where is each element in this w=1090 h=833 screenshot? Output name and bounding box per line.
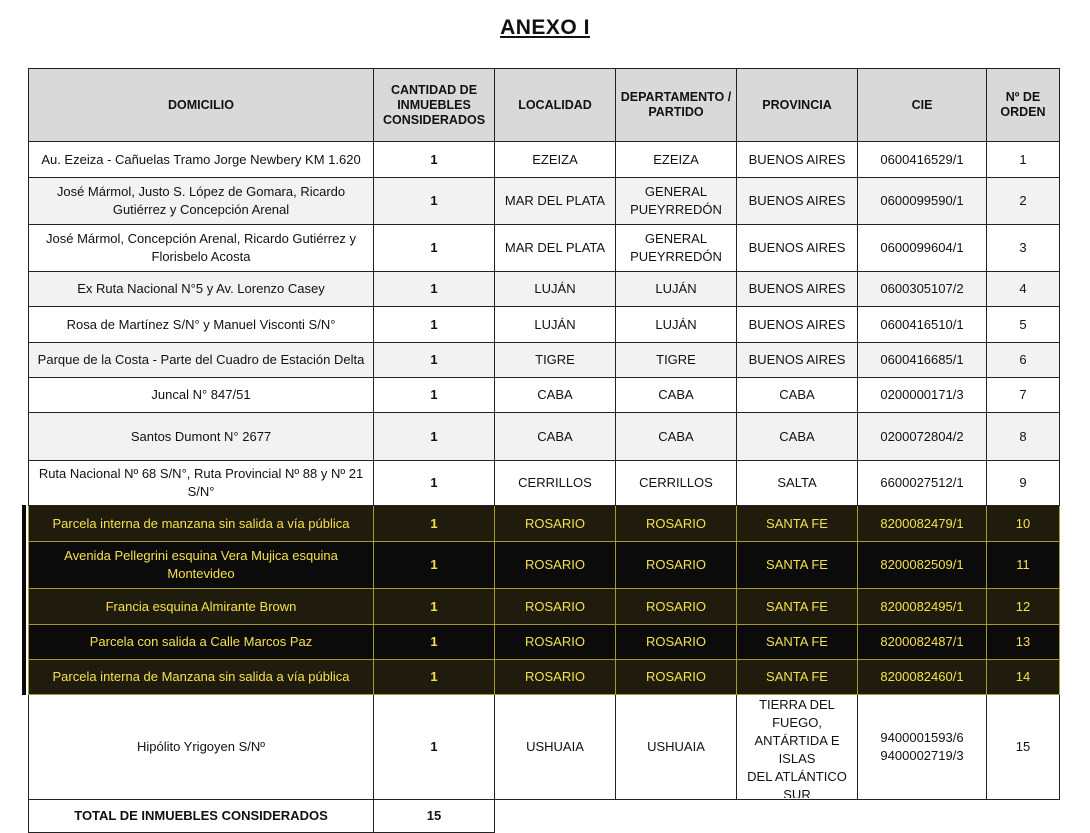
table-row-highlighted <box>29 589 1060 625</box>
cell-orden: 10 <box>987 506 1060 542</box>
provincia-line: TIERRA DEL <box>759 697 835 712</box>
cell-cie: 8200082479/1 <box>858 506 987 542</box>
cell-orden: 2 <box>987 178 1060 225</box>
cell-cantidad: 1 <box>374 225 495 272</box>
cell-domicilio: Ruta Nacional Nº 68 S/N°, Ruta Provincial Nº 88 y Nº 21 S/N° <box>29 461 374 506</box>
cell-domicilio: Parque de la Costa - Parte del Cuadro de Estación Delta <box>29 343 374 378</box>
cell-cie: 0600416510/1 <box>858 307 987 343</box>
cell-orden: 4 <box>987 272 1060 307</box>
cell-domicilio: Rosa de Martínez S/N° y Manuel Visconti S/N° <box>29 307 374 343</box>
cell-cie: 8200082509/1 <box>858 542 987 589</box>
cell-cie: 8200082460/1 <box>858 660 987 695</box>
cell-localidad: CERRILLOS <box>495 461 616 506</box>
cell-localidad: ROSARIO <box>495 625 616 660</box>
table-row <box>29 695 1060 800</box>
cell-provincia: BUENOS AIRES <box>737 178 858 225</box>
cell-cie: 0200072804/2 <box>858 413 987 461</box>
cell-provincia: BUENOS AIRES <box>737 307 858 343</box>
cell-cie: 0600305107/2 <box>858 272 987 307</box>
cell-provincia: SANTA FE <box>737 589 858 625</box>
cell-departamento: ROSARIO <box>616 625 737 660</box>
cell-cantidad: 1 <box>374 589 495 625</box>
cell-localidad: TIGRE <box>495 343 616 378</box>
cell-domicilio: Parcela interna de manzana sin salida a vía pública <box>29 506 374 542</box>
cell-domicilio: Au. Ezeiza - Cañuelas Tramo Jorge Newbery KM 1.620 <box>29 142 374 178</box>
cell-cantidad: 1 <box>374 695 495 800</box>
cell-provincia: BUENOS AIRES <box>737 142 858 178</box>
header-localidad: LOCALIDAD <box>495 69 616 142</box>
table-row <box>29 461 1060 506</box>
cell-orden: 5 <box>987 307 1060 343</box>
cell-localidad: ROSARIO <box>495 660 616 695</box>
cell-localidad: CABA <box>495 413 616 461</box>
header-cie: CIE <box>858 69 987 142</box>
cell-provincia: SALTA <box>737 461 858 506</box>
cell-localidad: CABA <box>495 378 616 413</box>
table-row <box>29 307 1060 343</box>
cell-orden: 8 <box>987 413 1060 461</box>
cell-localidad: LUJÁN <box>495 307 616 343</box>
cell-cantidad: 1 <box>374 307 495 343</box>
cell-cantidad: 1 <box>374 413 495 461</box>
cell-provincia: BUENOS AIRES <box>737 225 858 272</box>
cell-departamento: ROSARIO <box>616 506 737 542</box>
cell-provincia: SANTA FE <box>737 542 858 589</box>
highlight-left-bar <box>22 505 26 695</box>
cell-localidad: ROSARIO <box>495 542 616 589</box>
cell-departamento: CABA <box>616 378 737 413</box>
total-label: TOTAL DE INMUEBLES CONSIDERADOS <box>29 800 374 833</box>
cell-orden: 13 <box>987 625 1060 660</box>
cell-departamento: GENERAL PUEYRREDÓN <box>616 225 737 272</box>
cell-domicilio: José Mármol, Concepción Arenal, Ricardo Gutiérrez y Florisbelo Acosta <box>29 225 374 272</box>
table-row-highlighted <box>29 625 1060 660</box>
cell-cie: 0600099604/1 <box>858 225 987 272</box>
table-row <box>29 413 1060 461</box>
cell-orden: 1 <box>987 142 1060 178</box>
cell-departamento: GENERAL PUEYRREDÓN <box>616 178 737 225</box>
cell-departamento: CERRILLOS <box>616 461 737 506</box>
cell-localidad: MAR DEL PLATA <box>495 178 616 225</box>
cie-line: 9400002719/3 <box>880 748 964 763</box>
table-row <box>29 178 1060 225</box>
table-header-row <box>29 69 1060 142</box>
cell-cantidad: 1 <box>374 542 495 589</box>
page-title: ANEXO I <box>500 16 590 39</box>
cell-cantidad: 1 <box>374 272 495 307</box>
provincia-line-cut: SUR <box>783 787 811 798</box>
cell-cie: 0600416529/1 <box>858 142 987 178</box>
cell-orden: 9 <box>987 461 1060 506</box>
annex-table <box>28 68 1060 833</box>
cell-localidad: EZEIZA <box>495 142 616 178</box>
cell-cie: 0200000171/3 <box>858 378 987 413</box>
cell-cie: 8200082495/1 <box>858 589 987 625</box>
cie-line: 9400001593/6 <box>880 730 964 745</box>
cell-domicilio: Parcela con salida a Calle Marcos Paz <box>29 625 374 660</box>
cell-cantidad: 1 <box>374 506 495 542</box>
cell-domicilio: Avenida Pellegrini esquina Vera Mujica esquina Montevideo <box>29 542 374 589</box>
cell-provincia: CABA <box>737 413 858 461</box>
cell-cie: 8200082487/1 <box>858 625 987 660</box>
header-domicilio: DOMICILIO <box>29 69 374 142</box>
cell-departamento: EZEIZA <box>616 142 737 178</box>
cell-domicilio: José Mármol, Justo S. López de Gomara, Ricardo Gutiérrez y Concepción Arenal <box>29 178 374 225</box>
provincia-line: ANTÁRTIDA E ISLAS <box>754 733 840 766</box>
table-row <box>29 272 1060 307</box>
cell-cie: 0600099590/1 <box>858 178 987 225</box>
cell-localidad: MAR DEL PLATA <box>495 225 616 272</box>
cell-cantidad: 1 <box>374 378 495 413</box>
cell-orden: 7 <box>987 378 1060 413</box>
header-cantidad: CANTIDAD DE INMUEBLES CONSIDERADOS <box>374 69 495 142</box>
cell-cantidad: 1 <box>374 461 495 506</box>
cell-departamento: LUJÁN <box>616 307 737 343</box>
cell-domicilio: Santos Dumont N° 2677 <box>29 413 374 461</box>
cell-cie <box>858 695 987 800</box>
cell-cie: 6600027512/1 <box>858 461 987 506</box>
cell-departamento: LUJÁN <box>616 272 737 307</box>
header-departamento: DEPARTAMENTO / PARTIDO <box>616 69 737 142</box>
cell-orden: 11 <box>987 542 1060 589</box>
table-row-highlighted <box>29 660 1060 695</box>
table-row <box>29 378 1060 413</box>
cell-provincia: SANTA FE <box>737 506 858 542</box>
cell-domicilio: Parcela interna de Manzana sin salida a vía pública <box>29 660 374 695</box>
cell-provincia: SANTA FE <box>737 625 858 660</box>
table-row-highlighted <box>29 506 1060 542</box>
cell-provincia <box>737 695 858 800</box>
cell-provincia: CABA <box>737 378 858 413</box>
cell-cie: 0600416685/1 <box>858 343 987 378</box>
header-orden: Nº DE ORDEN <box>987 69 1060 142</box>
header-provincia: PROVINCIA <box>737 69 858 142</box>
cell-domicilio: Juncal N° 847/51 <box>29 378 374 413</box>
cell-departamento: ROSARIO <box>616 660 737 695</box>
cell-departamento: USHUAIA <box>616 695 737 800</box>
table-row <box>29 343 1060 378</box>
cell-departamento: ROSARIO <box>616 589 737 625</box>
cell-orden: 14 <box>987 660 1060 695</box>
cell-orden: 6 <box>987 343 1060 378</box>
cell-departamento: TIGRE <box>616 343 737 378</box>
cell-provincia: BUENOS AIRES <box>737 343 858 378</box>
cell-localidad: ROSARIO <box>495 506 616 542</box>
cell-orden: 15 <box>987 695 1060 800</box>
table-row-highlighted <box>29 542 1060 589</box>
provincia-line: FUEGO, <box>772 715 822 730</box>
cell-cantidad: 1 <box>374 660 495 695</box>
cell-departamento: ROSARIO <box>616 542 737 589</box>
cell-domicilio: Ex Ruta Nacional N°5 y Av. Lorenzo Casey <box>29 272 374 307</box>
cell-localidad: LUJÁN <box>495 272 616 307</box>
cell-orden: 3 <box>987 225 1060 272</box>
cell-cantidad: 1 <box>374 142 495 178</box>
total-value: 15 <box>374 800 495 833</box>
cell-cantidad: 1 <box>374 343 495 378</box>
table-row <box>29 225 1060 272</box>
cell-domicilio: Hipólito Yrigoyen S/Nº <box>29 695 374 800</box>
cell-cantidad: 1 <box>374 178 495 225</box>
cell-orden: 12 <box>987 589 1060 625</box>
cell-provincia: BUENOS AIRES <box>737 272 858 307</box>
table-row <box>29 142 1060 178</box>
cell-localidad: ROSARIO <box>495 589 616 625</box>
cell-localidad: USHUAIA <box>495 695 616 800</box>
cell-departamento: CABA <box>616 413 737 461</box>
cell-domicilio: Francia esquina Almirante Brown <box>29 589 374 625</box>
cell-cantidad: 1 <box>374 625 495 660</box>
cell-provincia: SANTA FE <box>737 660 858 695</box>
provincia-line: DEL ATLÁNTICO <box>747 769 847 784</box>
